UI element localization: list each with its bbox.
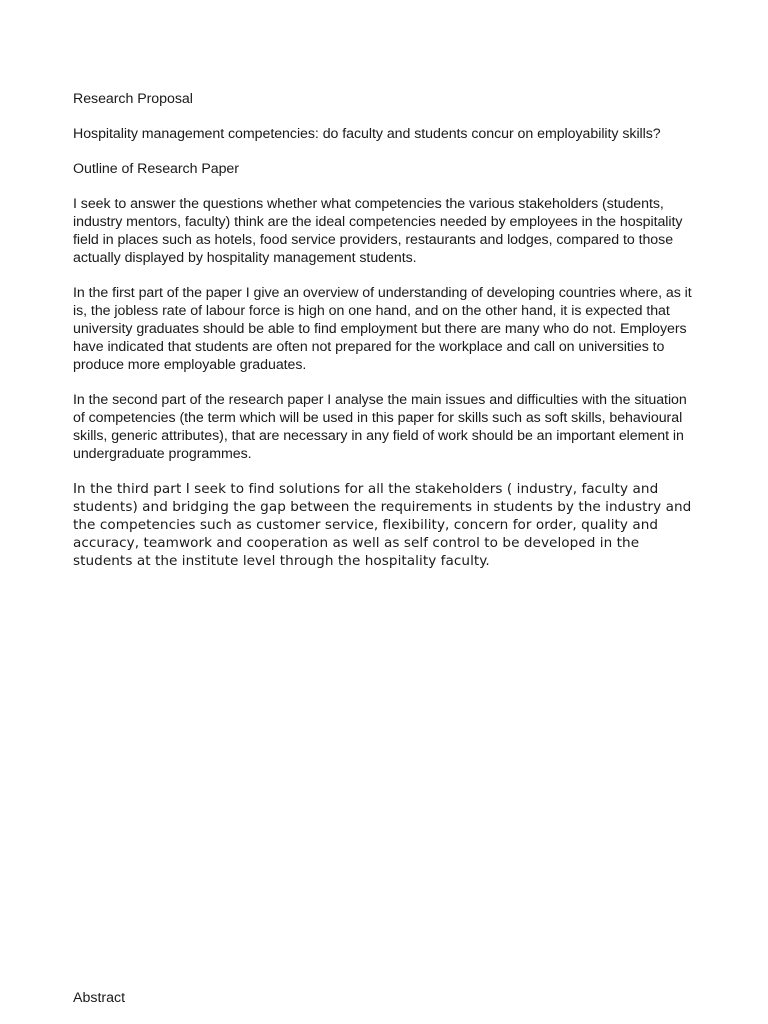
paper-title: Hospitality management competencies: do faculty and students concur on employability skills? <box>73 126 661 142</box>
document-body <box>73 90 698 587</box>
outline-heading: Outline of Research Paper <box>73 161 239 177</box>
paragraph-1: I seek to answer the questions whether what competencies the various stakeholders (students, industry mentors, faculty) think are the ideal competencies needed by employees in the hospitality field in places such as hotels, food service providers, restaurants and lodges, compared to those actually displayed by hospitality management students. <box>73 196 683 266</box>
paragraph-3: In the second part of the research paper I analyse the main issues and difficulties with the situation of competencies (the term which will be used in this paper for skills such as soft skills, behavioural skills, generic attributes), that are necessary in any field of work should be an important element in undergraduate programmes. <box>73 392 687 462</box>
paragraph-4: In the third part I seek to find solutions for all the stakeholders ( industry, faculty and students) and bridging the gap between the requirements in students by the industry and the competencies such as customer service, flexibility, concern for order, quality and accuracy, teamwork and cooperation as well as self control to be developed in the students at the institute level through the hospitality faculty. <box>73 481 692 569</box>
paragraph-2: In the first part of the paper I give an overview of understanding of developing countries where, as it is, the jobless rate of labour force is high on one hand, and on the other hand, it is expected that university graduates should be able to find employment but there are many who do not. Employers have indicated that students are often not prepared for the workplace and call on universities to produce more employable graduates. <box>73 285 692 373</box>
heading-research-proposal: Research Proposal <box>73 91 193 107</box>
abstract-heading: Abstract <box>73 990 126 1006</box>
